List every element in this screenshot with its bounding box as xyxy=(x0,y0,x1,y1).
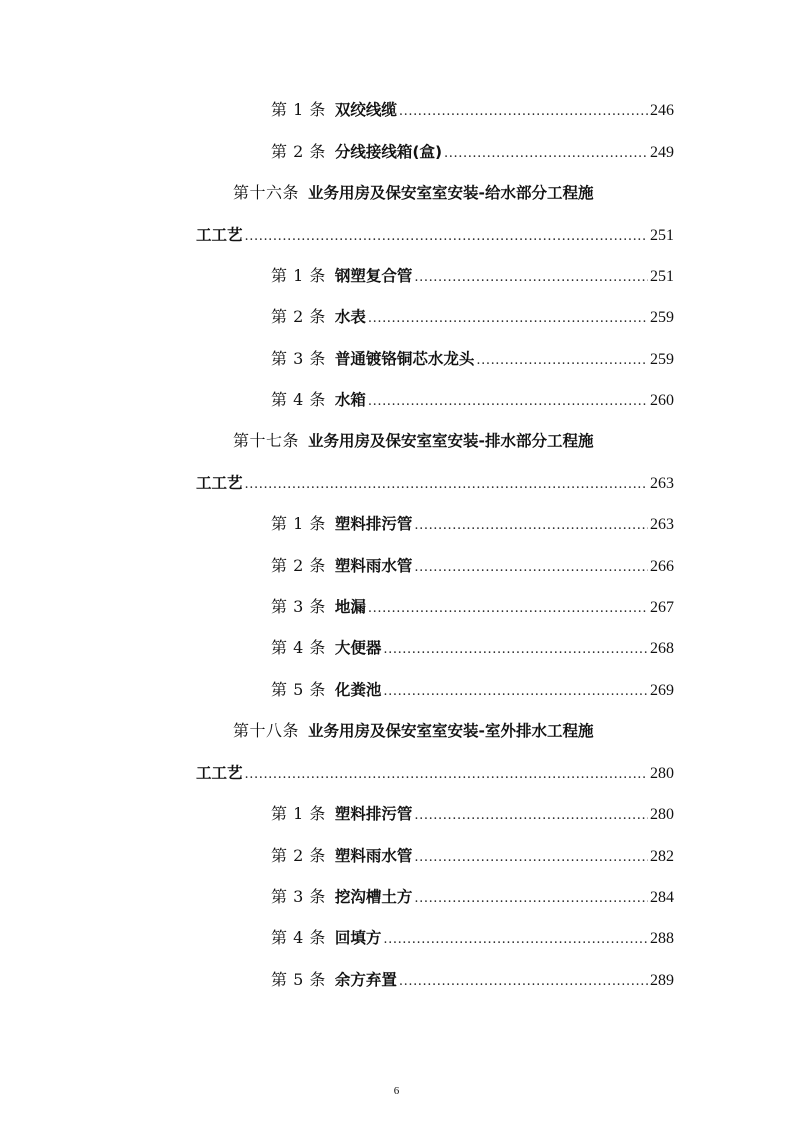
toc-entry-label: 第 1 条 xyxy=(271,100,326,119)
toc-entry-page: 268 xyxy=(650,640,674,657)
toc-entry-title: 双绞线缆 xyxy=(334,101,397,119)
dot-leader xyxy=(383,638,648,662)
toc-entry-page: 263 xyxy=(650,516,674,533)
toc-entry-twisted-pair-cable[interactable] xyxy=(271,98,674,122)
toc-entry-outdoor-rain-pipe[interactable] xyxy=(271,844,674,868)
toc-section-page: 251 xyxy=(650,227,674,244)
toc-entry-title: 挖沟槽土方 xyxy=(334,888,413,906)
toc-entry-water-meter[interactable] xyxy=(271,305,674,329)
toc-entry-title: 塑料雨水管 xyxy=(334,847,413,865)
toc-entry-title: 回填方 xyxy=(334,929,382,947)
toc-entry-label: 第 3 条 xyxy=(271,597,326,616)
toc-section-18-line1[interactable] xyxy=(233,719,593,743)
dot-leader xyxy=(245,225,648,249)
dot-leader xyxy=(399,100,648,124)
toc-entry-label: 第 4 条 xyxy=(271,928,326,947)
dot-leader xyxy=(368,307,648,331)
toc-entry-label: 第 1 条 xyxy=(271,804,326,823)
toc-section-title: 业务用房及保安室室安装-给水部分工程施 xyxy=(308,184,594,202)
toc-entry-title: 普通镀铬铜芯水龙头 xyxy=(334,350,475,368)
toc-entry-page: 280 xyxy=(650,806,674,823)
toc-entry-page: 246 xyxy=(650,102,674,119)
toc-entry-title: 塑料排污管 xyxy=(334,805,413,823)
toc-entry-label: 第 2 条 xyxy=(271,142,326,161)
toc-section-title-cont: 工工艺 xyxy=(196,474,243,492)
dot-leader xyxy=(399,970,648,994)
toc-section-title: 业务用房及保安室室安装-排水部分工程施 xyxy=(308,432,594,450)
toc-section-label: 第十六条 xyxy=(233,183,300,202)
toc-entry-toilet[interactable] xyxy=(271,636,674,660)
toc-section-title-cont: 工工艺 xyxy=(196,764,243,782)
toc-entry-title: 化粪池 xyxy=(334,681,382,699)
toc-entry-title: 塑料排污管 xyxy=(334,515,413,533)
toc-entry-label: 第 4 条 xyxy=(271,638,326,657)
toc-entry-label: 第 5 条 xyxy=(271,680,326,699)
toc-entry-outdoor-sewage-pipe[interactable] xyxy=(271,802,674,826)
toc-entry-label: 第 1 条 xyxy=(271,266,326,285)
dot-leader xyxy=(368,597,648,621)
toc-entry-steel-plastic-pipe[interactable] xyxy=(271,264,674,288)
dot-leader xyxy=(414,514,648,538)
toc-entry-label: 第 3 条 xyxy=(271,887,326,906)
toc-section-16-line2[interactable] xyxy=(196,223,674,247)
dot-leader xyxy=(414,266,648,290)
toc-section-page: 280 xyxy=(650,765,674,782)
toc-section-title-cont: 工工艺 xyxy=(196,226,243,244)
toc-section-17-line1[interactable] xyxy=(233,429,593,453)
toc-entry-page: 269 xyxy=(650,682,674,699)
toc-entry-label: 第 4 条 xyxy=(271,390,326,409)
toc-entry-title: 地漏 xyxy=(334,598,366,616)
toc-section-label: 第十八条 xyxy=(233,721,300,740)
dot-leader xyxy=(414,887,648,911)
toc-entry-label: 第 5 条 xyxy=(271,970,326,989)
toc-entry-label: 第 1 条 xyxy=(271,514,326,533)
dot-leader xyxy=(383,680,648,704)
toc-entry-page: 266 xyxy=(650,558,674,575)
toc-entry-page: 260 xyxy=(650,392,674,409)
toc-entry-page: 267 xyxy=(650,599,674,616)
toc-entry-title: 钢塑复合管 xyxy=(334,267,413,285)
dot-leader xyxy=(476,349,648,373)
toc-entry-title: 水表 xyxy=(334,308,366,326)
dot-leader xyxy=(414,846,648,870)
toc-entry-surplus-disposal[interactable] xyxy=(271,968,674,992)
dot-leader xyxy=(245,763,648,787)
toc-entry-page: 288 xyxy=(650,930,674,947)
toc-entry-label: 第 2 条 xyxy=(271,307,326,326)
toc-section-16-line1[interactable] xyxy=(233,181,593,205)
dot-leader xyxy=(414,556,648,580)
toc-entry-title: 分线接线箱(盒) xyxy=(334,143,443,161)
toc-entry-water-tank[interactable] xyxy=(271,388,674,412)
toc-entry-distribution-box[interactable] xyxy=(271,140,674,164)
dot-leader xyxy=(383,928,648,952)
page-number: 6 xyxy=(393,1085,400,1097)
toc-entry-plastic-sewage-pipe[interactable] xyxy=(271,512,674,536)
toc-entry-title: 余方弃置 xyxy=(334,971,397,989)
toc-entry-floor-drain[interactable] xyxy=(271,595,674,619)
toc-section-page: 263 xyxy=(650,475,674,492)
toc-entry-title: 塑料雨水管 xyxy=(334,557,413,575)
toc-entry-trench-excavation[interactable] xyxy=(271,885,674,909)
toc-entry-title: 水箱 xyxy=(334,391,366,409)
toc-entry-label: 第 3 条 xyxy=(271,349,326,368)
toc-entry-page: 282 xyxy=(650,848,674,865)
toc-entry-backfill[interactable] xyxy=(271,926,674,950)
toc-entry-page: 251 xyxy=(650,268,674,285)
dot-leader xyxy=(368,390,648,414)
dot-leader xyxy=(414,804,648,828)
dot-leader xyxy=(245,473,648,497)
toc-entry-septic-tank[interactable] xyxy=(271,678,674,702)
toc-entry-plastic-rain-pipe[interactable] xyxy=(271,554,674,578)
toc-entry-page: 259 xyxy=(650,351,674,368)
toc-entry-page: 259 xyxy=(650,309,674,326)
toc-section-18-line2[interactable] xyxy=(196,761,674,785)
toc-entry-title: 大便器 xyxy=(334,639,382,657)
toc-entry-label: 第 2 条 xyxy=(271,846,326,865)
toc-section-title: 业务用房及保安室室安装-室外排水工程施 xyxy=(308,722,594,740)
toc-entry-faucet[interactable] xyxy=(271,347,674,371)
toc-section-label: 第十七条 xyxy=(233,431,300,450)
toc-entry-page: 249 xyxy=(650,144,674,161)
toc-section-17-line2[interactable] xyxy=(196,471,674,495)
dot-leader xyxy=(444,142,648,166)
toc-entry-page: 284 xyxy=(650,889,674,906)
toc-entry-label: 第 2 条 xyxy=(271,556,326,575)
toc-entry-page: 289 xyxy=(650,972,674,989)
